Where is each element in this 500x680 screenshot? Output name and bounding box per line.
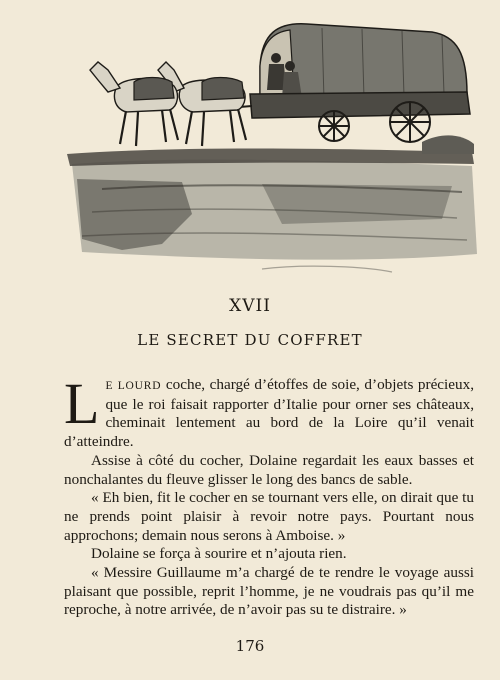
drop-cap: L (64, 371, 100, 436)
chapter-body (64, 371, 474, 620)
page-number: 176 (235, 637, 265, 655)
paragraph-3: « Eh bien, fit le cocher en se tournant vers elle, on dirait que tu ne prends point plaisir à revoir notre pays. Pourtant nous approchons; demain nous serons à Amboise. » (64, 489, 474, 544)
paragraph-5: « Messire Guillaume m’a chargé de te rendre le voyage aussi plaisant que possible, reprit l’homme, je ne voudrais pas qu’il me reproche, à notre arrivée, de n’avoir pas su te distraire. » (64, 564, 474, 619)
paragraph-1-text: coche, chargé d’étoffes de soie, d’objets précieux, que le roi faisait rapporter d’Italie pour orner ses châteaux, cheminait lentement au bord de la Loire qu’il venait d’atteindre. (64, 376, 474, 451)
paragraph-2: Assise à côté du cocher, Dolaine regardait les eaux basses et nonchalantes du fleuve glisser le long des bancs de sable. (64, 451, 474, 488)
paragraph-1 (64, 371, 474, 452)
paragraph-4: Dolaine se força à sourire et n’ajouta rien. (91, 545, 347, 563)
small-caps-lead: E LOURD (105, 380, 162, 392)
chapter-number: XVII (229, 296, 271, 316)
wagon-illustration (62, 14, 482, 286)
chapter-title: LE SECRET DU COFFRET (137, 331, 363, 349)
